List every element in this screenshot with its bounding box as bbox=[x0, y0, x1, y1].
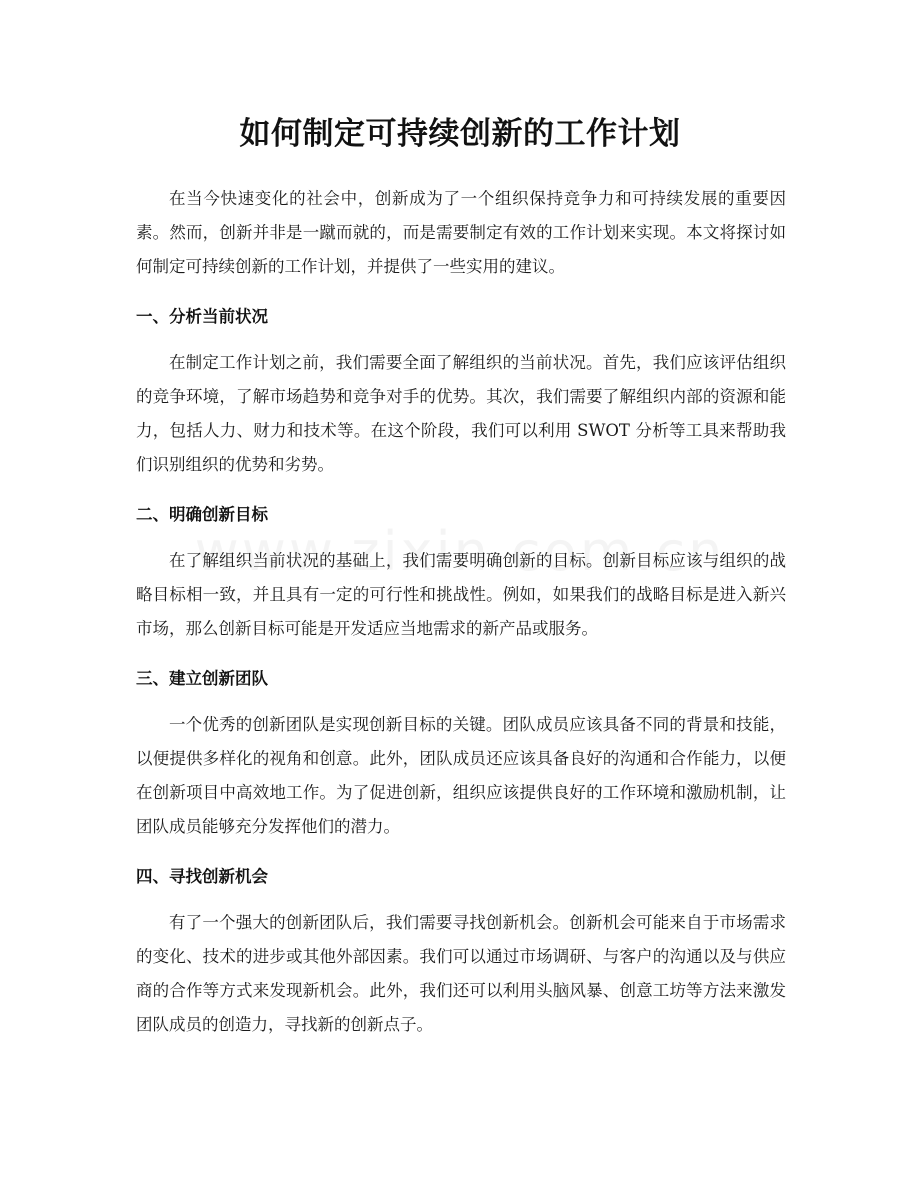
intro-paragraph: 在当今快速变化的社会中，创新成为了一个组织保持竞争力和可持续发展的重要因素。然而，创新并非是一蹴而就的，而是需要制定有效的工作计划来实现。本文将探讨如何制定可持续创新的工作计划，并提供了一些实用的建议。 bbox=[136, 189, 786, 276]
section-define-goals bbox=[136, 498, 786, 646]
section-heading: 一、分析当前状况 bbox=[136, 307, 268, 326]
section-paragraph: 一个优秀的创新团队是实现创新目标的关键。团队成员应该具备不同的背景和技能，以便提供多样化的视角和创意。此外，团队成员还应该具备良好的沟通和合作能力，以便在创新项目中高效地工作。为了促进创新，组织应该提供良好的工作环境和激励机制，让团队成员能够充分发挥他们的潜力。 bbox=[136, 715, 786, 836]
section-build-team bbox=[136, 662, 786, 844]
document-title: 如何制定可持续创新的工作计划 bbox=[239, 116, 681, 152]
section-find-opportunities bbox=[136, 860, 786, 1042]
section-paragraph: 在了解组织当前状况的基础上，我们需要明确创新的目标。创新目标应该与组织的战略目标相一致，并且具有一定的可行性和挑战性。例如，如果我们的战略目标是进入新兴市场，那么创新目标可能是开发适应当地需求的新产品或服务。 bbox=[136, 551, 786, 638]
section-heading: 二、明确创新目标 bbox=[136, 505, 268, 524]
section-paragraph: 在制定工作计划之前，我们需要全面了解组织的当前状况。首先，我们应该评估组织的竞争环境，了解市场趋势和竞争对手的优势。其次，我们需要了解组织内部的资源和能力，包括人力、财力和技术等。在这个阶段，我们可以利用 SWOT 分析等工具来帮助我们识别组织的优势和劣势。 bbox=[136, 353, 786, 474]
section-heading: 三、建立创新团队 bbox=[136, 669, 268, 688]
document-body bbox=[136, 182, 786, 1042]
section-analyze-status bbox=[136, 300, 786, 482]
section-paragraph: 有了一个强大的创新团队后，我们需要寻找创新机会。创新机会可能来自于市场需求的变化、技术的进步或其他外部因素。我们可以通过市场调研、与客户的沟通以及与供应商的合作等方式来发现新机会。此外，我们还可以利用头脑风暴、创意工坊等方法来激发团队成员的创造力，寻找新的创新点子。 bbox=[136, 913, 786, 1034]
section-heading: 四、寻找创新机会 bbox=[136, 867, 268, 886]
